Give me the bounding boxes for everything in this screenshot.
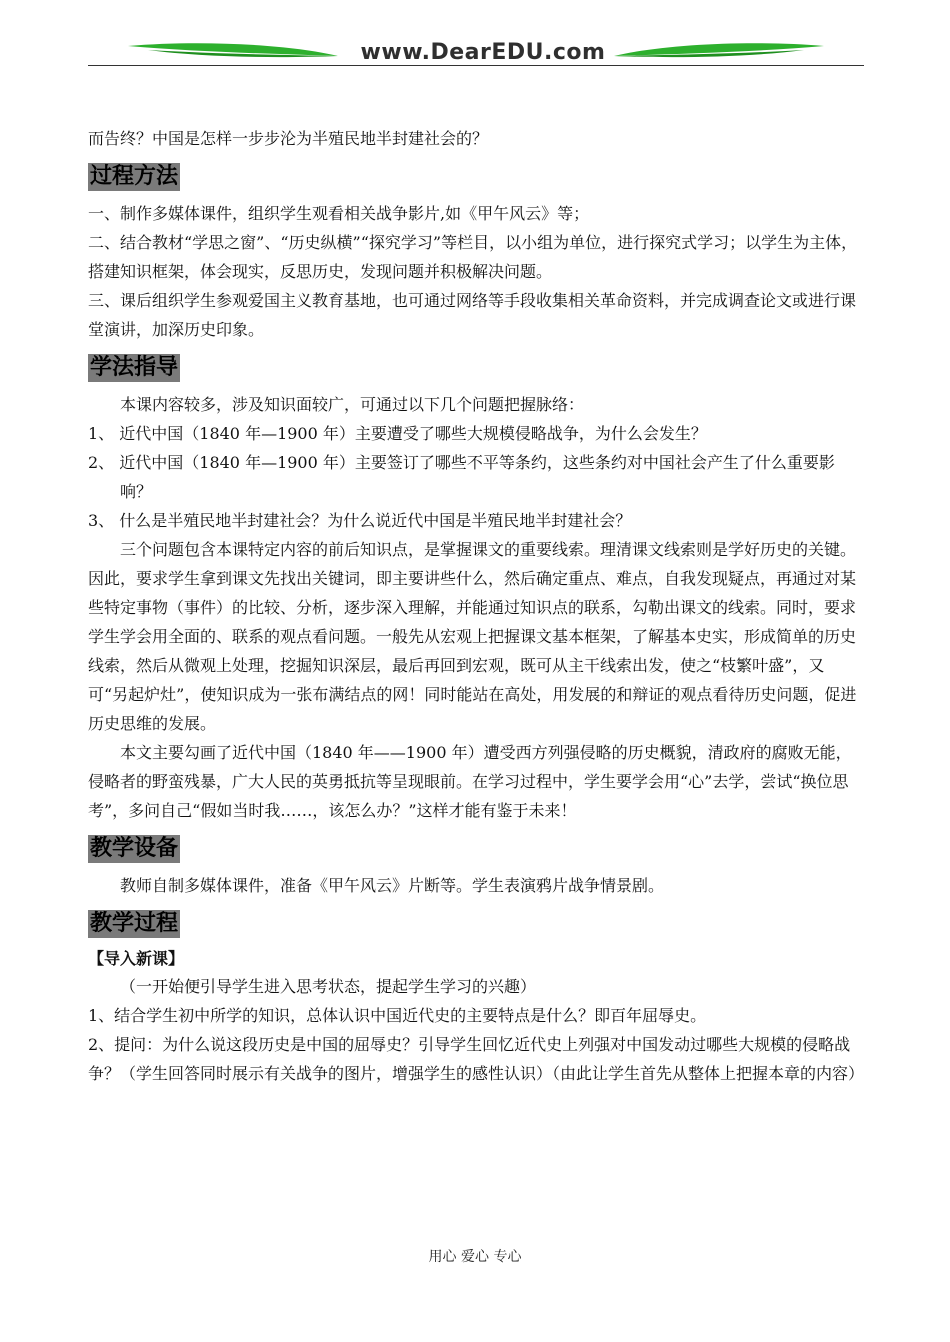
process-line-3: 三、课后组织学生参观爱国主义教育基地，也可通过网络等手段收集相关革命资料，并完成调查论文或进行课堂演讲，加深历史印象。 <box>88 291 857 339</box>
teaching-item-2: 2、提问：为什么说这段历史是中国的屈辱史？引导学生回忆近代史上列强对中国发动过哪些大规模的侵略战争？（学生回答同时展示有关战争的图片，增强学生的感性认识）（由此让学生首先从整体上把握本章的内容） <box>88 1035 865 1083</box>
method-item-1: 1、 近代中国（1840 年—1900 年）主要遭受了哪些大规模侵略战争，为什么会发生？ <box>88 424 707 443</box>
method-item-3: 3、 什么是半殖民地半封建社会？为什么说近代中国是半殖民地半封建社会？ <box>88 511 632 530</box>
teaching-subtitle: 【导入新课】 <box>88 949 185 968</box>
teaching-item-1: 1、结合学生初中所学的知识，总体认识中国近代史的主要特点是什么？即百年屈辱史。 <box>88 1006 707 1025</box>
process-line-1: 一、制作多媒体课件，组织学生观看相关战争影片,如《甲午风云》等； <box>88 204 590 223</box>
process-line-2: 二、结合教材“学思之窗”、“历史纵横”“探究学习”等栏目，以小组为单位，进行探究式学习；以学生为主体，搭建知识框架，体会现实，反思历史，发现问题并积极解决问题。 <box>88 233 858 281</box>
intro-tail-text: 而告终？中国是怎样一步步沦为半殖民地半封建社会的？ <box>88 129 489 148</box>
method-paragraph-1: 三个问题包含本课特定内容的前后知识点，是掌握课文的重要线索。理清课文线索则是学好历史的关键。因此，要求学生拿到课文先找出关键词，即主要讲些什么，然后确定重点、难点，自我发现疑点，再通过对某些特定事物（事件）的比较、分析，逐步深入理解，并能通过知识点的联系，勾勒出课文的线索。同时，要求学生学会用全面的、联系的观点看问题。一般先从宏观上把握课文基本框架，了解基本史实，形成简单的历史线索，然后从微观上处理，挖掘知识深层，最后再回到宏观，既可从主干线索出发，使之“枝繁叶盛”，又可“另起炉灶”，使知识成为一张布满结点的网！同时能站在高处，用发展的和辩证的观点看待历史问题，促进历史思维的发展。 <box>88 540 857 733</box>
method-paragraph-2: 本文主要勾画了近代中国（1840 年——1900 年）遭受西方列强侵略的历史概貌，清政府的腐败无能，侵略者的野蛮残暴，广大人民的英勇抵抗等呈现眼前。在学习过程中，学生要学会用“心”去学，尝试“换位思考”，多问自己“假如当时我……，该怎么办？”这样才能有鉴于未来！ <box>88 743 852 820</box>
section-title-teaching: 教学过程 <box>90 911 179 936</box>
document-body <box>88 124 864 1088</box>
header-rule <box>88 65 864 66</box>
equipment-text: 教师自制多媒体课件，准备《甲午风云》片断等。学生表演鸦片战争情景剧。 <box>120 876 665 895</box>
section-title-method: 学法指导 <box>90 355 179 380</box>
site-logo-text: www.DearEDU.com <box>360 40 606 65</box>
section-title-process: 过程方法 <box>90 164 179 189</box>
teaching-note: （一开始便引导学生进入思考状态，提起学生学习的兴趣） <box>120 977 537 996</box>
page-header <box>88 36 864 72</box>
method-lead: 本课内容较多，涉及知识面较广，可通过以下几个问题把握脉络： <box>120 395 585 414</box>
page-footer: 用心 爱心 专心 <box>428 1249 522 1265</box>
section-title-equipment: 教学设备 <box>90 836 179 861</box>
method-item-2: 2、 近代中国（1840 年—1900 年）主要签订了哪些不平等条约，这些条约对中国社会产生了什么重要影响？ <box>88 453 835 501</box>
